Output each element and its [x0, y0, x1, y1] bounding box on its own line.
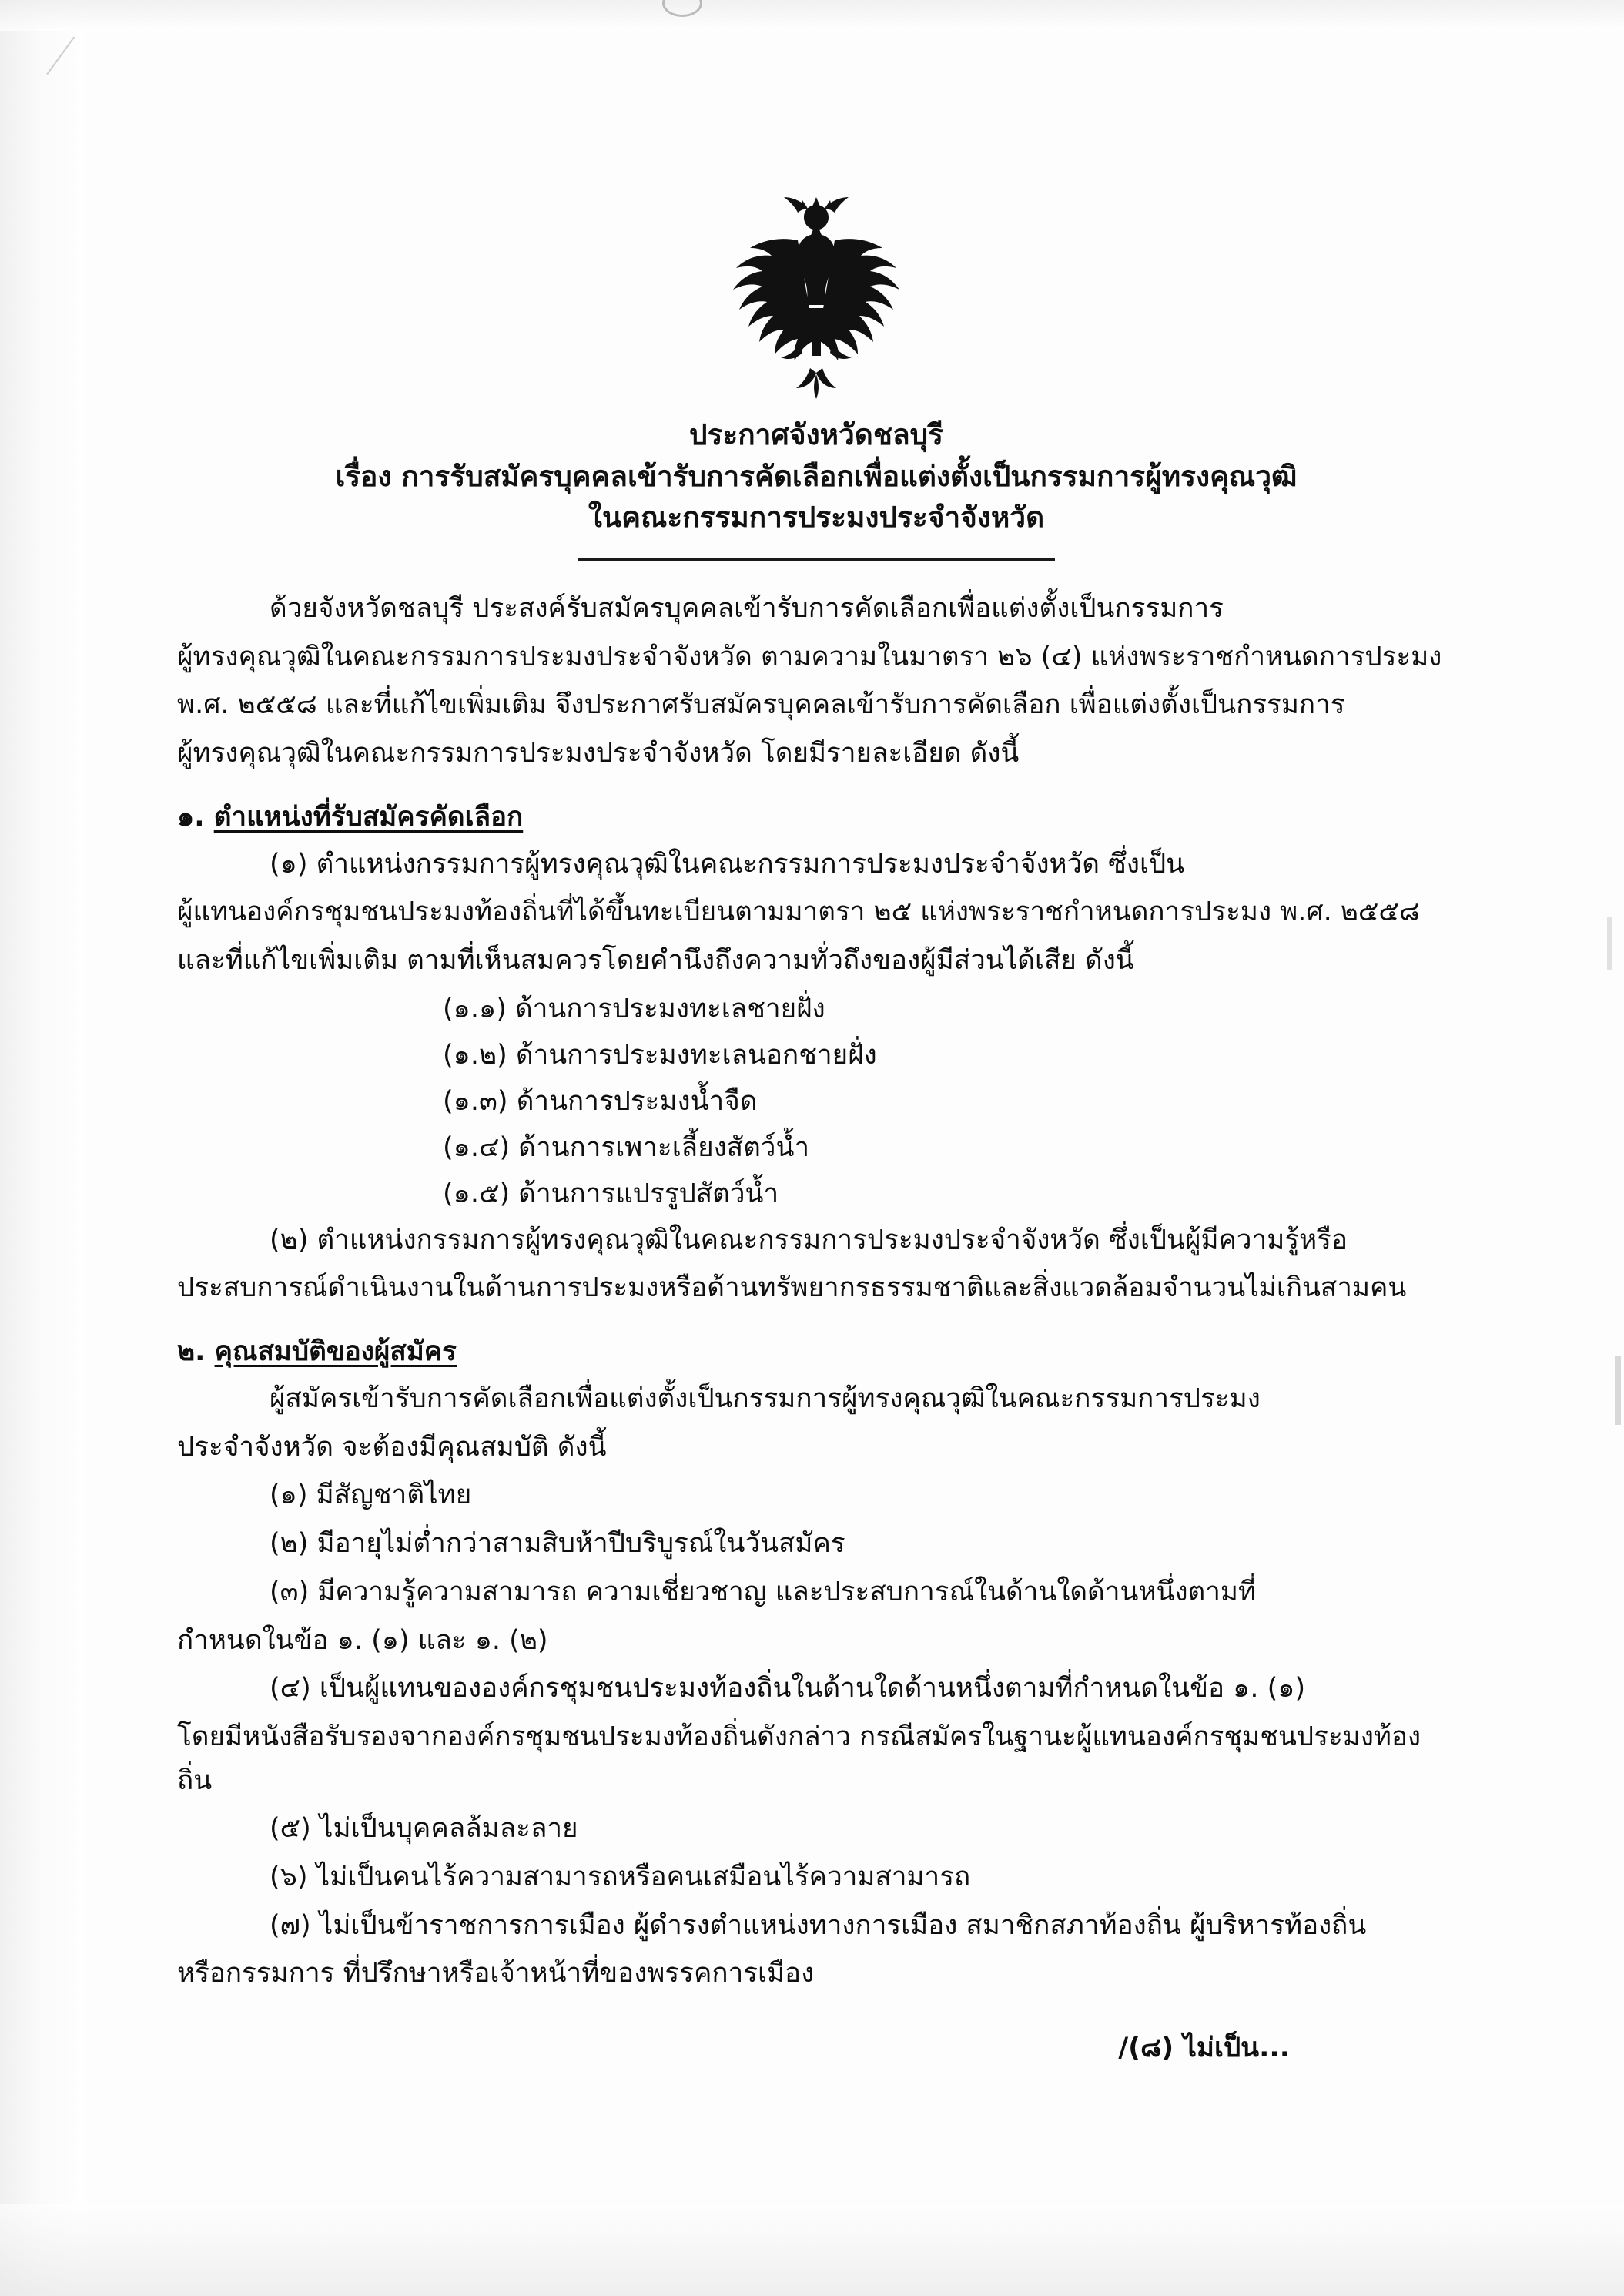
- section-2-para-2: ประจำจังหวัด จะต้องมีคุณสมบัติ ดังนี้: [177, 1431, 607, 1463]
- section-2-heading: [177, 1330, 1455, 1373]
- qualification-item: (๑) มีสัญชาติไทย: [270, 1480, 472, 1511]
- document-content: [177, 193, 1455, 2069]
- announcement-title: ประกาศจังหวัดชลบุรี: [689, 418, 943, 451]
- qualification-item: (๔) เป็นผู้แทนขององค์กรชุมชนประมงท้องถิ่นในด้านใดด้านหนึ่งตามที่กำหนดในข้อ ๑. (๑): [270, 1673, 1306, 1704]
- preamble-line-1: ด้วยจังหวัดชลบุรี ประสงค์รับสมัครบุคคลเข้ารับการคัดเลือกเพื่อแต่งตั้งเป็นกรรมการ: [270, 592, 1224, 624]
- list-item: (๑.๓) ด้านการประมงน้ำจืด: [443, 1085, 758, 1117]
- qualification-item: (๖) ไม่เป็นคนไร้ความสามารถหรือคนเสมือนไร้ความสามารถ: [270, 1861, 971, 1892]
- list-item: (๑.๑) ด้านการประมงทะเลชายฝั่ง: [443, 993, 825, 1024]
- list-item: (๑.๔) ด้านการเพาะเลี้ยงสัตว์น้ำ: [443, 1131, 810, 1163]
- scan-edge-top: [0, 0, 1624, 31]
- section-2-title: คุณสมบัติของผู้สมัคร: [214, 1336, 457, 1368]
- section-1-para-1: (๑) ตำแหน่งกรรมการผู้ทรงคุณวุฒิในคณะกรรมการประมงประจำจังหวัด ซึ่งเป็น: [270, 848, 1185, 880]
- section-1-closing-2: ประสบการณ์ดำเนินงานในด้านการประมงหรือด้านทรัพยากรธรรมชาติและสิ่งแวดล้อมจำนวนไม่เกินสามคน: [177, 1272, 1407, 1304]
- document-title-block: [177, 414, 1455, 538]
- qualification-item: (๗) ไม่เป็นข้าราชการการเมือง ผู้ดำรงตำแหน่งทางการเมือง สมาชิกสภาท้องถิ่น ผู้บริหารท้องถิ่น: [270, 1909, 1367, 1941]
- scan-artifact-mark: [1615, 1356, 1621, 1425]
- preamble-line-2: ผู้ทรงคุณวุฒิในคณะกรรมการประมงประจำจังหวัด ตามความในมาตรา ๒๖ (๔) แห่งพระราชกำหนดการประมง: [177, 641, 1442, 672]
- scan-edge-bottom: [0, 2204, 1624, 2296]
- qualification-item-continuation: หรือกรรมการ ที่ปรึกษาหรือเจ้าหน้าที่ของพรรคการเมือง: [177, 1958, 815, 1989]
- qualification-item: (๒) มีอายุไม่ต่ำกว่าสามสิบห้าปีบริบูรณ์ในวันสมัคร: [270, 1528, 845, 1560]
- list-item: (๑.๒) ด้านการประมงทะเลนอกชายฝั่ง: [443, 1039, 877, 1071]
- preamble-line-4: ผู้ทรงคุณวุฒิในคณะกรรมการประมงประจำจังหวัด โดยมีรายละเอียด ดังนี้: [177, 737, 1020, 769]
- section-1-title: ตำแหน่งที่รับสมัครคัดเลือก: [213, 801, 524, 833]
- section-2-para-1: ผู้สมัครเข้ารับการคัดเลือกเพื่อแต่งตั้งเป็นกรรมการผู้ทรงคุณวุฒิในคณะกรรมการประมง: [270, 1383, 1261, 1415]
- section-2-number: ๒.: [177, 1336, 206, 1368]
- announcement-subject-cont: ในคณะกรรมการประมงประจำจังหวัด: [588, 501, 1045, 535]
- scan-artifact-mark: [1607, 917, 1612, 970]
- announcement-subject: เรื่อง การรับสมัครบุคคลเข้ารับการคัดเลือกเพื่อแต่งตั้งเป็นกรรมการผู้ทรงคุณวุฒิ: [335, 459, 1298, 493]
- preamble-line-3: พ.ศ. ๒๕๕๘ และที่แก้ไขเพิ่มเติม จึงประกาศรับสมัครบุคคลเข้ารับการคัดเลือก เพื่อแต่งตั้งเป็นกรรมการ: [177, 689, 1345, 721]
- section-1-closing-1: (๒) ตำแหน่งกรรมการผู้ทรงคุณวุฒิในคณะกรรมการประมงประจำจังหวัด ซึ่งเป็นผู้มีความรู้หรือ: [270, 1224, 1348, 1255]
- section-1-para-2: ผู้แทนองค์กรชุมชนประมงท้องถิ่นที่ได้ขึ้นทะเบียนตามมาตรา ๒๕ แห่งพระราชกำหนดการประมง พ.ศ. ๒๕๕๘: [177, 897, 1420, 928]
- section-1-number: ๑.: [177, 801, 205, 833]
- garuda-emblem: [716, 193, 916, 401]
- section-1-para-3: และที่แก้ไขเพิ่มเติม ตามที่เห็นสมควรโดยคำนึงถึงความทั่วถึงของผู้มีส่วนได้เสีย ดังนี้: [177, 945, 1134, 977]
- qualification-item: (๓) มีความรู้ความสามารถ ความเชี่ยวชาญ และประสบการณ์ในด้านใดด้านหนึ่งตามที่: [270, 1576, 1257, 1607]
- qualification-item: (๕) ไม่เป็นบุคคลล้มละลาย: [270, 1813, 578, 1845]
- list-item: (๑.๕) ด้านการแปรรูปสัตว์น้ำ: [443, 1178, 779, 1209]
- qualification-item-continuation: กำหนดในข้อ ๑. (๑) และ ๑. (๒): [177, 1624, 548, 1656]
- section-1-heading: [177, 796, 1455, 838]
- title-divider: [578, 558, 1055, 561]
- scan-edge-left: [0, 0, 85, 2296]
- qualification-item-continuation: โดยมีหนังสือรับรองจากองค์กรชุมชนประมงท้องถิ่นดังกล่าว กรณีสมัครในฐานะผู้แทนองค์กรชุมชนประมงท้องถิ่น: [177, 1721, 1421, 1796]
- page-continuation-note: /(๘) ไม่เป็น...: [1118, 2033, 1290, 2064]
